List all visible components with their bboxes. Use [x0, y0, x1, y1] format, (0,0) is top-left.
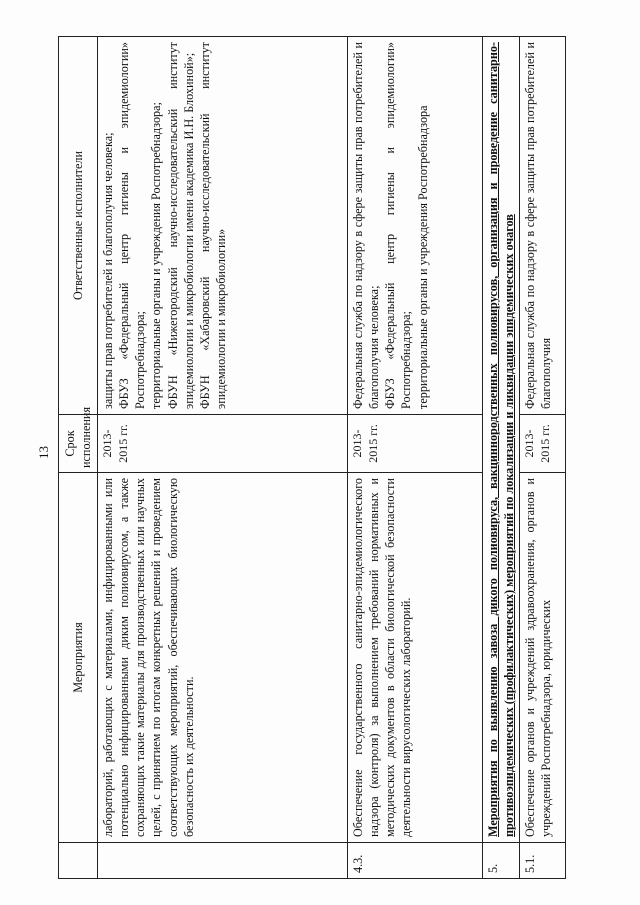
section-title: Мероприятия по выявлению завоза дикого полиовируса, вакциннородственных полиовирусов, организация и проведение санитарно-противоэпидемических (профилактических) мероприятий по локализации и ликвидации эпидемических очагов	[483, 37, 520, 843]
row-num: 4.3.	[348, 843, 483, 879]
header-num	[59, 843, 98, 879]
row-executors	[520, 37, 566, 415]
row-num	[98, 843, 348, 879]
executor-line: ФБУЗ «Федеральный центр гигиены и эпидемиологии» Роспотребнадзора;	[117, 42, 148, 409]
row-executors	[98, 37, 348, 415]
section-row	[483, 37, 520, 879]
page-number: 13	[36, 446, 51, 459]
row-term: 2013-2015 гг.	[520, 415, 566, 473]
executor-line: Федеральная служба по надзору в сфере защиты прав потребителей и благополучия	[523, 42, 554, 409]
section-num: 5.	[483, 843, 520, 879]
executor-line: территориальные органы и учреждения Роспотребнадзора	[415, 105, 430, 409]
executor-line: защиты прав потребителей и благополучия человека;	[101, 132, 116, 409]
executor-line: ФБУЗ «Федеральный центр гигиены и эпидемиологии» Роспотребнадзора;	[383, 42, 414, 409]
row-executors	[348, 37, 483, 415]
table-header-row	[59, 37, 98, 879]
table-row	[98, 37, 348, 879]
row-term: 2013-2015 гг.	[348, 415, 483, 473]
header-executors: Ответственные исполнители	[59, 37, 98, 415]
row-term: 2013-2015 гг.	[98, 415, 348, 473]
row-measures: Обеспечение государственного санитарно-эпидемиологического надзора (контроля) за выполнением требований нормативных и методических документов в области биологической безопасности деятельности вирусологических лабораторий.	[348, 473, 483, 843]
row-num: 5.1.	[520, 843, 566, 879]
executor-line: ФБУН «Нижегородский научно-исследовательский институт эпидемиологии и микробиологии имени академика И.Н. Блохиной»;	[165, 42, 196, 409]
rotated-content	[30, 19, 615, 879]
row-measures: Обеспечение органов и учреждений здравоохранения, органов и учреждений Роспотребнадзора, юридических	[520, 473, 566, 843]
header-measures: Мероприятия	[59, 473, 98, 843]
executor-line: Федеральная служба по надзору в сфере защиты прав потребителей и благополучия человека;	[351, 42, 382, 409]
table-row	[520, 37, 566, 879]
measures-table	[58, 36, 566, 879]
executor-line: ФБУН «Хабаровский научно-исследовательский институт эпидемиологии и микробиологии»	[197, 42, 228, 409]
header-term: Срок исполнения	[59, 415, 98, 473]
row-measures: лабораторий, работающих с материалами, инфицированными или потенциально инфицированными диким полиовирусом, а также сохраняющих такие материалы для производственных или научных целей, с принятием по итогам конкретных решений и проведением соответствующих мероприятий, обеспечивающих биологическую безопасность их деятельности.	[98, 473, 348, 843]
table-row	[348, 37, 483, 879]
executor-line: территориальные органы и учреждения Роспотребнадзора;	[149, 102, 164, 409]
